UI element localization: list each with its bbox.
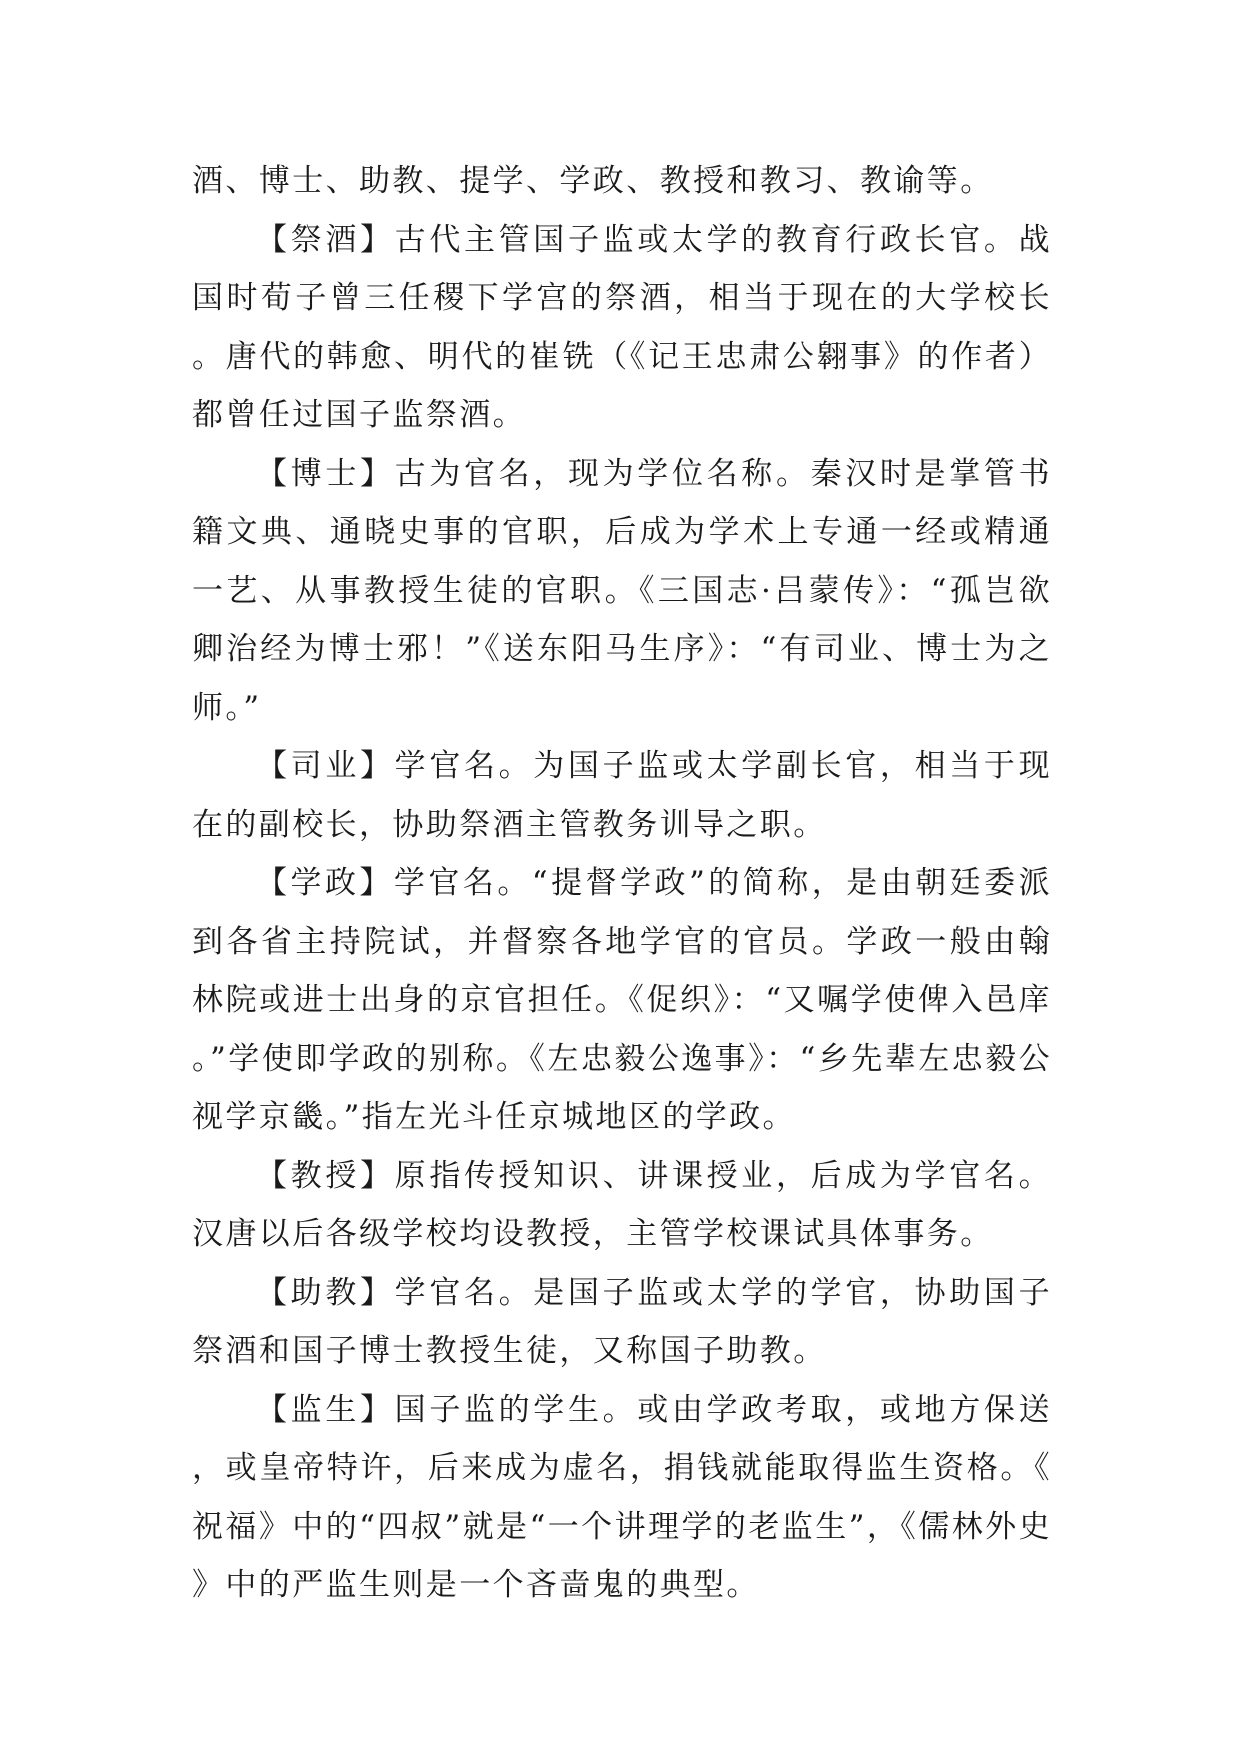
document-page bbox=[192, 152, 1052, 1615]
paragraph-xuezheng bbox=[192, 854, 1052, 1147]
paragraph-jiaoshou bbox=[192, 1147, 1052, 1264]
term-heading: 【助教】 bbox=[256, 1274, 395, 1311]
paragraph-text: 国子监的学生。或由学政考取，或地方保送，或皇帝特许，后来成为虚名，捐钱就能取得监生资格。《祝福》中的“四叔”就是“一个讲理学的老监生”，《儒林外史》中的严监生则是一个吝啬鬼的典型。 bbox=[192, 1391, 1052, 1603]
term-heading: 【博士】 bbox=[256, 455, 395, 492]
term-heading: 【学政】 bbox=[256, 865, 394, 901]
paragraph-text: 古代主管国子监或太学的教育行政长官。战国时荀子曾三任稷下学宫的祭酒，相当于现在的大学校长。唐代的韩愈、明代的崔铣（《记王忠肃公翱事》的作者）都曾任过国子监祭酒。 bbox=[192, 221, 1052, 433]
paragraph-boshi bbox=[192, 445, 1052, 738]
paragraph-text: 酒、博士、助教、提学、学政、教授和教习、教谕等。 bbox=[192, 163, 994, 199]
paragraph-jiansheng bbox=[192, 1381, 1052, 1615]
paragraph-jijiu bbox=[192, 211, 1052, 445]
term-heading: 【教授】 bbox=[256, 1157, 395, 1194]
paragraph-zhujiao bbox=[192, 1264, 1052, 1381]
paragraph-text: 学官名。是国子监或太学的学官，协助国子祭酒和国子博士教授生徒，又称国子助教。 bbox=[192, 1274, 1052, 1369]
paragraph-text: 学官名。“提督学政”的简称，是由朝廷委派到各省主持院试，并督察各地学官的官员。学政一般由翰林院或进士出身的京官担任。《促织》：“又嘱学使俾入邑庠。”学使即学政的别称。《左忠毅公逸事》：“乡先辈左忠毅公视学京畿。”指左光斗任京城地区的学政。 bbox=[192, 865, 1052, 1135]
paragraph-text: 古为官名，现为学位名称。秦汉时是掌管书籍文典、通晓史事的官职，后成为学术上专通一经或精通一艺、从事教授生徒的官职。《三国志·吕蒙传》：“孤岂欲卿治经为博士邪！”《送东阳马生序》：“有司业、博士为之师。” bbox=[192, 455, 1052, 726]
paragraph-siye bbox=[192, 737, 1052, 854]
paragraph-text: 原指传授知识、讲课授业，后成为学官名。汉唐以后各级学校均设教授，主管学校课试具体事务。 bbox=[192, 1157, 1052, 1252]
term-heading: 【司业】 bbox=[256, 748, 395, 784]
paragraph-continuation bbox=[192, 152, 1052, 211]
term-heading: 【祭酒】 bbox=[256, 221, 395, 258]
term-heading: 【监生】 bbox=[256, 1391, 395, 1428]
paragraph-text: 学官名。为国子监或太学副长官，相当于现在的副校长，协助祭酒主管教务训导之职。 bbox=[192, 748, 1052, 843]
